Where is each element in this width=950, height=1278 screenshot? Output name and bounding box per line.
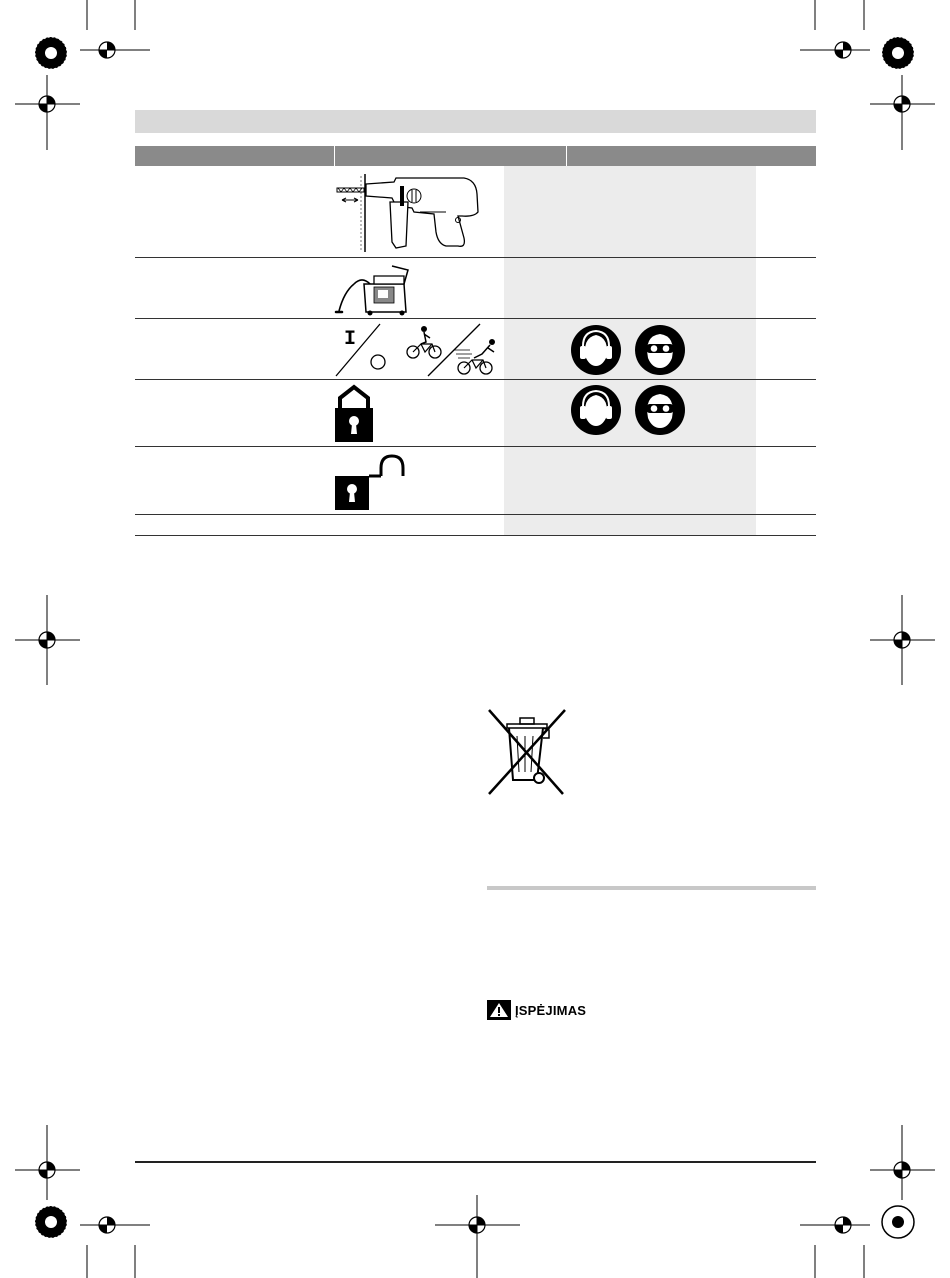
section-divider [487, 886, 816, 890]
table-header-separator [334, 146, 335, 166]
footer-rule [135, 1161, 816, 1163]
speed-bicycle-icon [404, 322, 504, 378]
warning-label [487, 1000, 586, 1020]
on-off-switch-icon [334, 322, 394, 378]
crossed-wheelie-bin-icon [487, 708, 567, 796]
unlocked-padlock-icon [334, 452, 408, 512]
safety-goggles-icon [634, 384, 686, 436]
shaded-column [504, 166, 566, 535]
table-row-divider [135, 535, 816, 536]
table-header-separator [566, 146, 567, 166]
table-row-divider [135, 514, 816, 515]
safety-goggles-icon [634, 324, 686, 376]
ear-protection-icon [570, 324, 622, 376]
hammer-drill-icon [334, 172, 494, 254]
warning-triangle-icon [487, 1000, 511, 1020]
dust-extractor-icon [334, 262, 414, 316]
page-header-bar [135, 110, 816, 133]
locked-padlock-icon [334, 384, 374, 444]
ear-protection-icon [570, 384, 622, 436]
table-row-divider [135, 379, 816, 380]
switch-on-symbol: I [344, 328, 357, 351]
table-header-bar [135, 146, 816, 166]
table-row-divider [135, 257, 816, 258]
warning-text: ĮSPĖJIMAS [515, 1002, 587, 1018]
table-row-divider [135, 446, 816, 447]
table-row-divider [135, 318, 816, 319]
